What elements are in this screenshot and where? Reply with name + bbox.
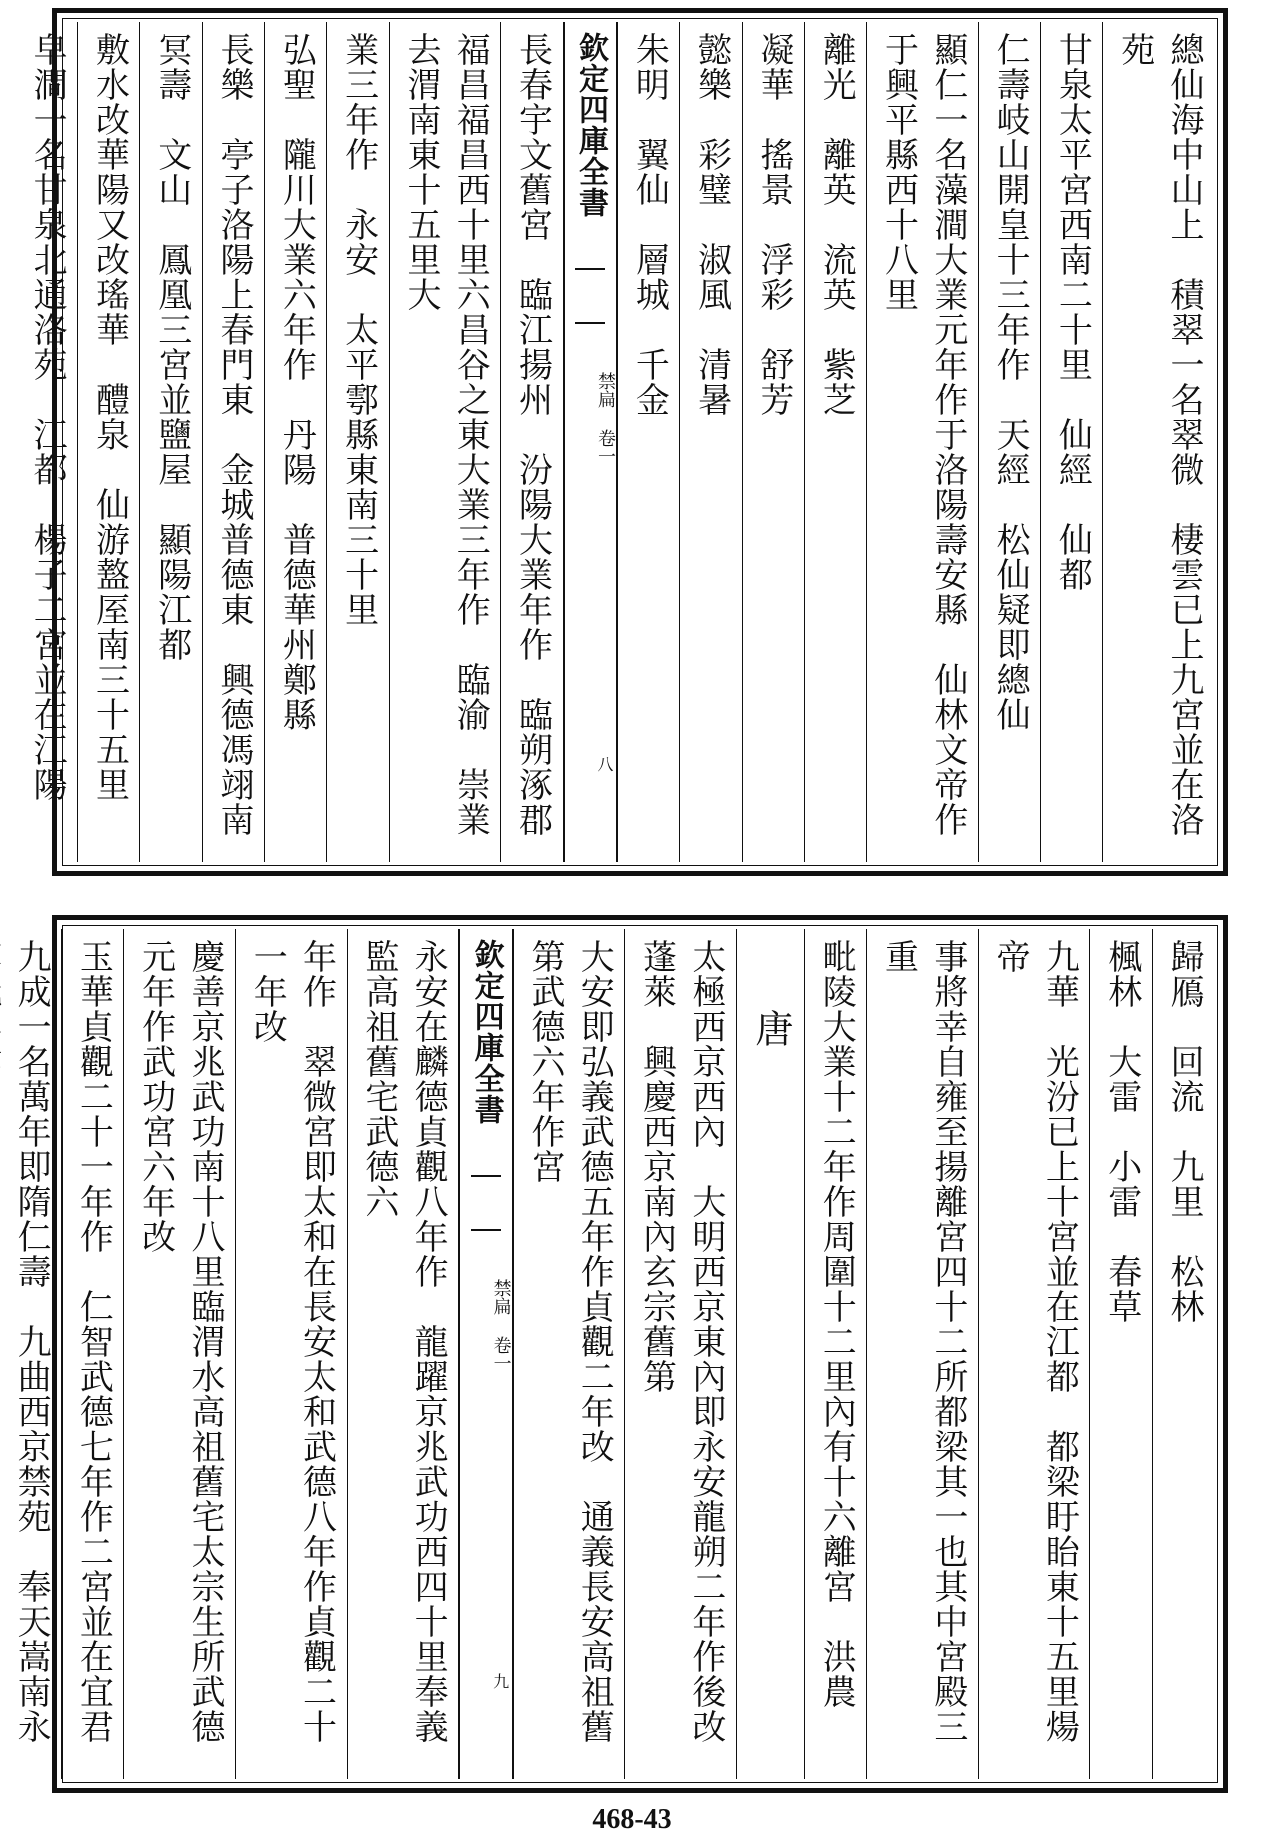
column-text: 楓林 大雷 小雷 春草 <box>1101 939 1142 1324</box>
text-column <box>235 929 347 1779</box>
text-column <box>1089 929 1151 1779</box>
column-text: 冥壽 文山 鳳凰三宮並鹽屋 顯陽江都 <box>151 32 192 662</box>
dynasty-heading-column <box>736 929 804 1779</box>
text-column <box>978 929 1090 1779</box>
column-text: 九華 光汾已上十宮並在江都 都梁盱眙東十五里煬帝 <box>990 939 1080 1744</box>
column-text: 懿樂 彩璧 淑風 清暑 <box>691 32 732 417</box>
book-spine <box>563 22 618 862</box>
text-column <box>624 929 736 1779</box>
text-column <box>123 929 235 1779</box>
text-column <box>978 22 1040 862</box>
column-text: 甘泉太平宮西南二十里 仙經 仙都 <box>1052 32 1093 592</box>
column-text: 慶善京兆武功南十八里臨渭水高祖舊宅太宗生所武德元年作武功宮六年改 <box>135 939 225 1744</box>
text-column <box>0 929 61 1779</box>
text-column <box>679 22 741 862</box>
text-column <box>742 22 804 862</box>
spine-title: 欽定四庫全書 <box>468 939 504 1125</box>
spine-title: 欽定四庫全書 <box>573 32 609 218</box>
dynasty-heading: 唐 <box>748 1009 793 1048</box>
text-column <box>77 22 139 862</box>
top-page-panel <box>27 8 1228 876</box>
column-text: 離光 離英 流英 紫芝 <box>816 32 857 417</box>
column-text: 玉華貞觀二十一年作 仁智武德七年作二宮並在宜君 <box>73 939 114 1744</box>
text-column <box>500 22 562 862</box>
text-column <box>264 22 326 862</box>
text-column <box>513 929 625 1779</box>
column-text: 太極西京西內 大明西京東內即永安龍朔二年作後改蓬萊 興慶西京南內玄宗舊第 <box>636 939 726 1744</box>
fishtail-mark <box>471 1229 501 1231</box>
text-column <box>804 22 866 862</box>
column-text: 大安即弘義武德五年作貞觀二年改 通義長安高祖舊第武德六年作宮 <box>524 939 615 1744</box>
column-text: 顯仁一名藻澗大業元年作于洛陽壽安縣 仙林文帝作于興平縣西十八里 <box>878 32 968 837</box>
column-text: 福昌福昌西十里六昌谷之東大業三年作 臨渝 崇業去渭南東十五里大 <box>400 32 491 837</box>
text-column <box>866 929 978 1779</box>
text-column <box>617 22 679 862</box>
fishtail-mark <box>575 268 605 270</box>
column-text: 敷水改華陽又改瑤華 醴泉 仙游盩厔南三十五里 <box>89 32 130 802</box>
column-text: 弘聖 隴川大業六年作 丹陽 普德華州鄭縣 <box>276 32 317 732</box>
column-text: 永安在麟德貞觀八年作 龍躍京兆武功西四十里奉義監高祖舊宅武德六 <box>358 939 449 1744</box>
text-column <box>1152 929 1214 1779</box>
column-text: 長樂 亭子洛陽上春門東 金城普德東 興德馮翊南 <box>214 32 255 837</box>
column-text: 毗陵大業十二年作周圍十二里內有十六離宮 洪農 <box>816 939 857 1709</box>
column-text: 皁澗一名甘泉北通洛苑 江都 楊子二宮並在江陽 <box>27 32 68 802</box>
text-column <box>804 929 866 1779</box>
text-column <box>1040 22 1102 862</box>
text-column <box>389 22 501 862</box>
text-column <box>139 22 201 862</box>
book-spine <box>458 929 513 1779</box>
text-column <box>347 929 459 1779</box>
fishtail-mark <box>471 1175 501 1177</box>
spine-subtitle: 禁扁 卷一 <box>595 372 617 465</box>
column-text: 歸鴈 回流 九里 松林 <box>1164 939 1204 1324</box>
spine-subtitle: 禁扁 卷一 <box>490 1279 512 1372</box>
fishtail-mark <box>575 322 605 324</box>
text-column <box>16 22 77 862</box>
column-text: 朱明 翼仙 層城 千金 <box>629 32 670 417</box>
bottom-page-panel <box>11 915 1228 1793</box>
column-text: 九成一名萬年即隋仁壽 九曲西京禁苑 奉天嵩南永 <box>11 939 52 1744</box>
column-text: 總仙海中山上 積翠一名翠微 棲雲已上九宮並在洛苑 <box>1114 32 1204 837</box>
bottom-page-columns <box>11 929 1214 1779</box>
text-column <box>326 22 388 862</box>
folio-number: 八 <box>595 756 615 772</box>
column-text: 年作 翠微宮即太和在長安太和武德八年作貞觀二十一年改 <box>247 939 337 1744</box>
text-column <box>1102 22 1214 862</box>
column-text: 凝華 搖景 浮彩 舒芳 <box>753 32 794 417</box>
folio-number: 九 <box>490 1673 510 1689</box>
text-column <box>202 22 264 862</box>
column-text: 事將幸自雍至揚離宮四十二所都梁其一也其中宮殿三重 <box>878 939 968 1744</box>
top-page-columns <box>27 22 1214 862</box>
column-text: 業三年作 永安 太平鄠縣東南三十里 <box>338 32 379 627</box>
column-text: 仁壽岐山開皇十三年作 天經 松仙疑即總仙 <box>990 32 1031 732</box>
column-text: 長春宇文舊宮 臨江揚州 汾陽大業年作 臨朔涿郡 <box>512 32 553 837</box>
page-number: 468-43 <box>592 1804 672 1835</box>
text-column <box>866 22 978 862</box>
text-column <box>61 929 123 1779</box>
